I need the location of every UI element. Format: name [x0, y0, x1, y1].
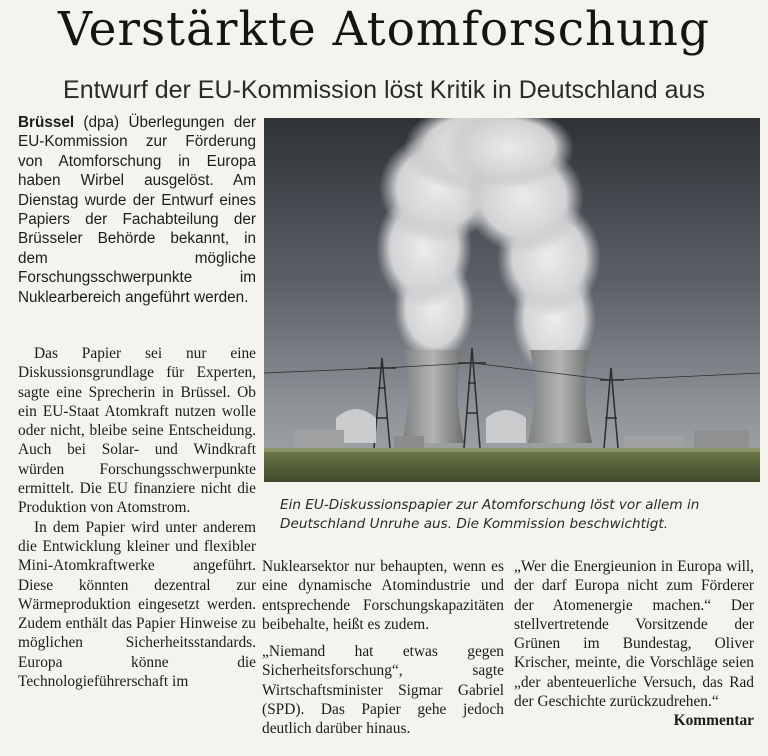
- body-paragraph: „Niemand hat etwas gegen Sicherheitsforschung“, sagte Wirtschaftsminister Sigmar Gabriel (SPD). Das Papier gehe jedoch deutlich darüber hinaus.: [262, 643, 504, 738]
- body-column-3: [514, 557, 754, 731]
- body-column-1: [18, 344, 256, 691]
- lead-column: [18, 113, 256, 307]
- subheadline: Entwurf der EU-Kommission löst Kritik in Deutschland aus: [63, 76, 705, 104]
- body-paragraph: Das Papier sei nur eine Diskussionsgrundlage für Experten, sagte eine Sprecherin in Brüssel. Ob ein EU-Staat Atomkraft nutzen wolle oder nicht, bleibe seine Entscheidung. Auch bei Solar- und Windkraft würden Forschungsschwerpunkte ermittelt. Die EU finanziere nicht die Produktion von Atomstrom.: [18, 345, 256, 517]
- dateline: Brüssel: [18, 114, 75, 131]
- body-paragraph: Nuklearsektor nur behaupten, wenn es eine dynamische Atomindustrie und entsprechende Forschungskapazitäten beibehalte, heißt es zudem.: [262, 558, 504, 633]
- lead-paragraph: [18, 113, 256, 307]
- photo-caption: Ein EU-Diskussionspapier zur Atomforschung löst vor allem in Deutschland Unruhe aus. Die Kommission beschwichtigt.: [280, 497, 700, 532]
- body-paragraph: „Wer die Energieunion in Europa will, der darf Europa nicht zum Förderer der Atomenergie machen.“ Der stellvertretende Vorsitzende der Grünen im Bundestag, Oliver Krischer, meinte, die Vorschläge seien „der abenteuerliche Versuch, das Rad der Geschichte zurückzudrehen.“: [514, 558, 754, 711]
- kommentar-reference[interactable]: Kommentar: [673, 712, 754, 730]
- body-column-2: [262, 557, 504, 739]
- power-plant-photo: [264, 118, 760, 482]
- headline: Verstärkte Atomforschung: [58, 2, 710, 57]
- lead-text: (dpa) Überlegungen der EU-Kommission zur Förderung von Atomforschung in Europa haben Wirbel ausgelöst. Am Dienstag wurde der Entwurf eines Papiers der Fachabteilung der Brüsseler Behörde bekannt, in dem mögliche Forschungsschwerpunkte im Nuklearbereich angeführt werden.: [18, 114, 256, 306]
- body-paragraph: In dem Papier wird unter anderem die Entwicklung kleiner und flexibler Mini-Atomkraftwerke angeführt. Diese könnten dezentral zur Wärmeproduktion eingesetzt werden. Zudem enthält das Papier Hinweise zu möglichen Sicherheitsstandards. Europa könne die Technologieführerschaft im: [18, 518, 256, 691]
- cooling-towers-image: [264, 118, 760, 482]
